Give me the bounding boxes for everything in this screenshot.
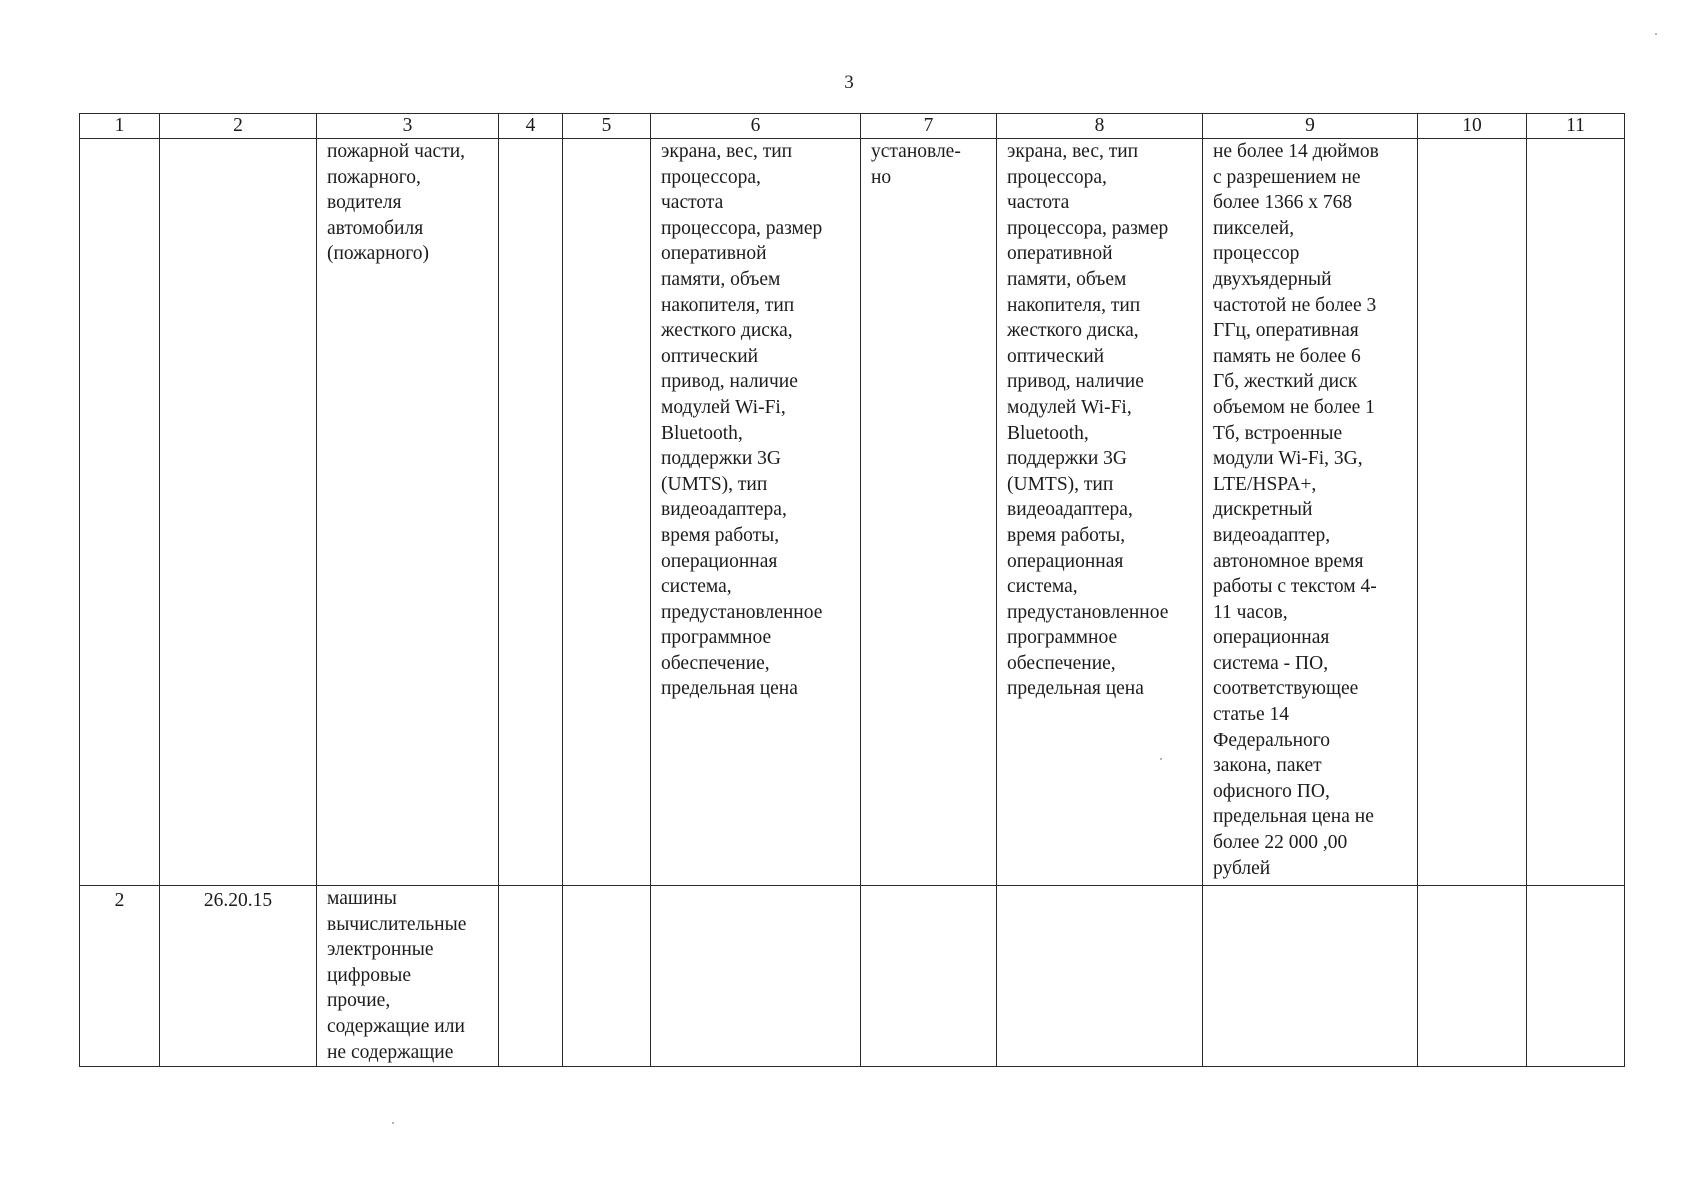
column-header: 5 bbox=[563, 114, 651, 139]
table-row bbox=[80, 886, 1625, 1067]
scan-speck bbox=[1655, 33, 1657, 35]
characteristics-cell: экрана, вес, тип процессора, частота процессора, размер оперативной памяти, объем накопителя, тип жесткого диска, оптический привод, наличие модулей Wi-Fi, Bluetooth, поддержки 3G (UMTS), тип видеоадаптера, время работы, операционная система, предустановленное программное обеспечение, предельная цена bbox=[651, 139, 861, 886]
table-row bbox=[80, 139, 1625, 886]
characteristics-table bbox=[79, 113, 1625, 1067]
table-cell bbox=[563, 139, 651, 886]
table-cell bbox=[499, 886, 563, 1067]
scan-speck bbox=[1160, 758, 1162, 760]
column-header: 6 bbox=[651, 114, 861, 139]
scan-speck bbox=[392, 1122, 394, 1124]
name-cell: пожарной части, пожарного, водителя автомобиля (пожарного) bbox=[317, 139, 499, 886]
column-header: 2 bbox=[160, 114, 317, 139]
name-cell: машины вычислительные электронные цифровые прочие, содержащие или не содержащие bbox=[317, 886, 499, 1067]
page-number: 3 bbox=[844, 72, 854, 93]
table-cell bbox=[563, 886, 651, 1067]
column-header: 9 bbox=[1203, 114, 1418, 139]
status-cell bbox=[861, 886, 997, 1067]
characteristics-cell bbox=[651, 886, 861, 1067]
column-header: 7 bbox=[861, 114, 997, 139]
requirements-cell: не более 14 дюймов с разрешением не более 1366 х 768 пикселей, процессор двухъядерный частотой не более 3 ГГц, оперативная память не более 6 Гб, жесткий диск объемом не более 1 Тб, встроенные модули Wi-Fi, 3G, LTE/HSPA+, дискретный видеоадаптер, автономное время работы с текстом 4- 11 часов, операционная система - ПО, соответствующее статье 14 Федерального закона, пакет офисного ПО, предельная цена не более 22 000 ,00 рублей bbox=[1203, 139, 1418, 886]
status-cell: установле- но bbox=[861, 139, 997, 886]
column-header: 3 bbox=[317, 114, 499, 139]
okpd-code-cell: 26.20.15 bbox=[160, 886, 317, 1067]
table-header-row bbox=[80, 114, 1625, 139]
column-header: 8 bbox=[997, 114, 1203, 139]
table-cell bbox=[499, 139, 563, 886]
table-cell bbox=[1527, 886, 1625, 1067]
requirements-cell bbox=[1203, 886, 1418, 1067]
column-header: 4 bbox=[499, 114, 563, 139]
row-number-cell bbox=[80, 139, 160, 886]
column-header: 10 bbox=[1418, 114, 1527, 139]
characteristics-cell bbox=[997, 886, 1203, 1067]
row-number-cell: 2 bbox=[80, 886, 160, 1067]
table-cell bbox=[1418, 886, 1527, 1067]
table-cell bbox=[1527, 139, 1625, 886]
column-header: 11 bbox=[1527, 114, 1625, 139]
okpd-code-cell bbox=[160, 139, 317, 886]
characteristics-cell: экрана, вес, тип процессора, частота процессора, размер оперативной памяти, объем накопителя, тип жесткого диска, оптический привод, наличие модулей Wi-Fi, Bluetooth, поддержки 3G (UMTS), тип видеоадаптера, время работы, операционная система, предустановленное программное обеспечение, предельная цена bbox=[997, 139, 1203, 886]
column-header: 1 bbox=[80, 114, 160, 139]
table-cell bbox=[1418, 139, 1527, 886]
